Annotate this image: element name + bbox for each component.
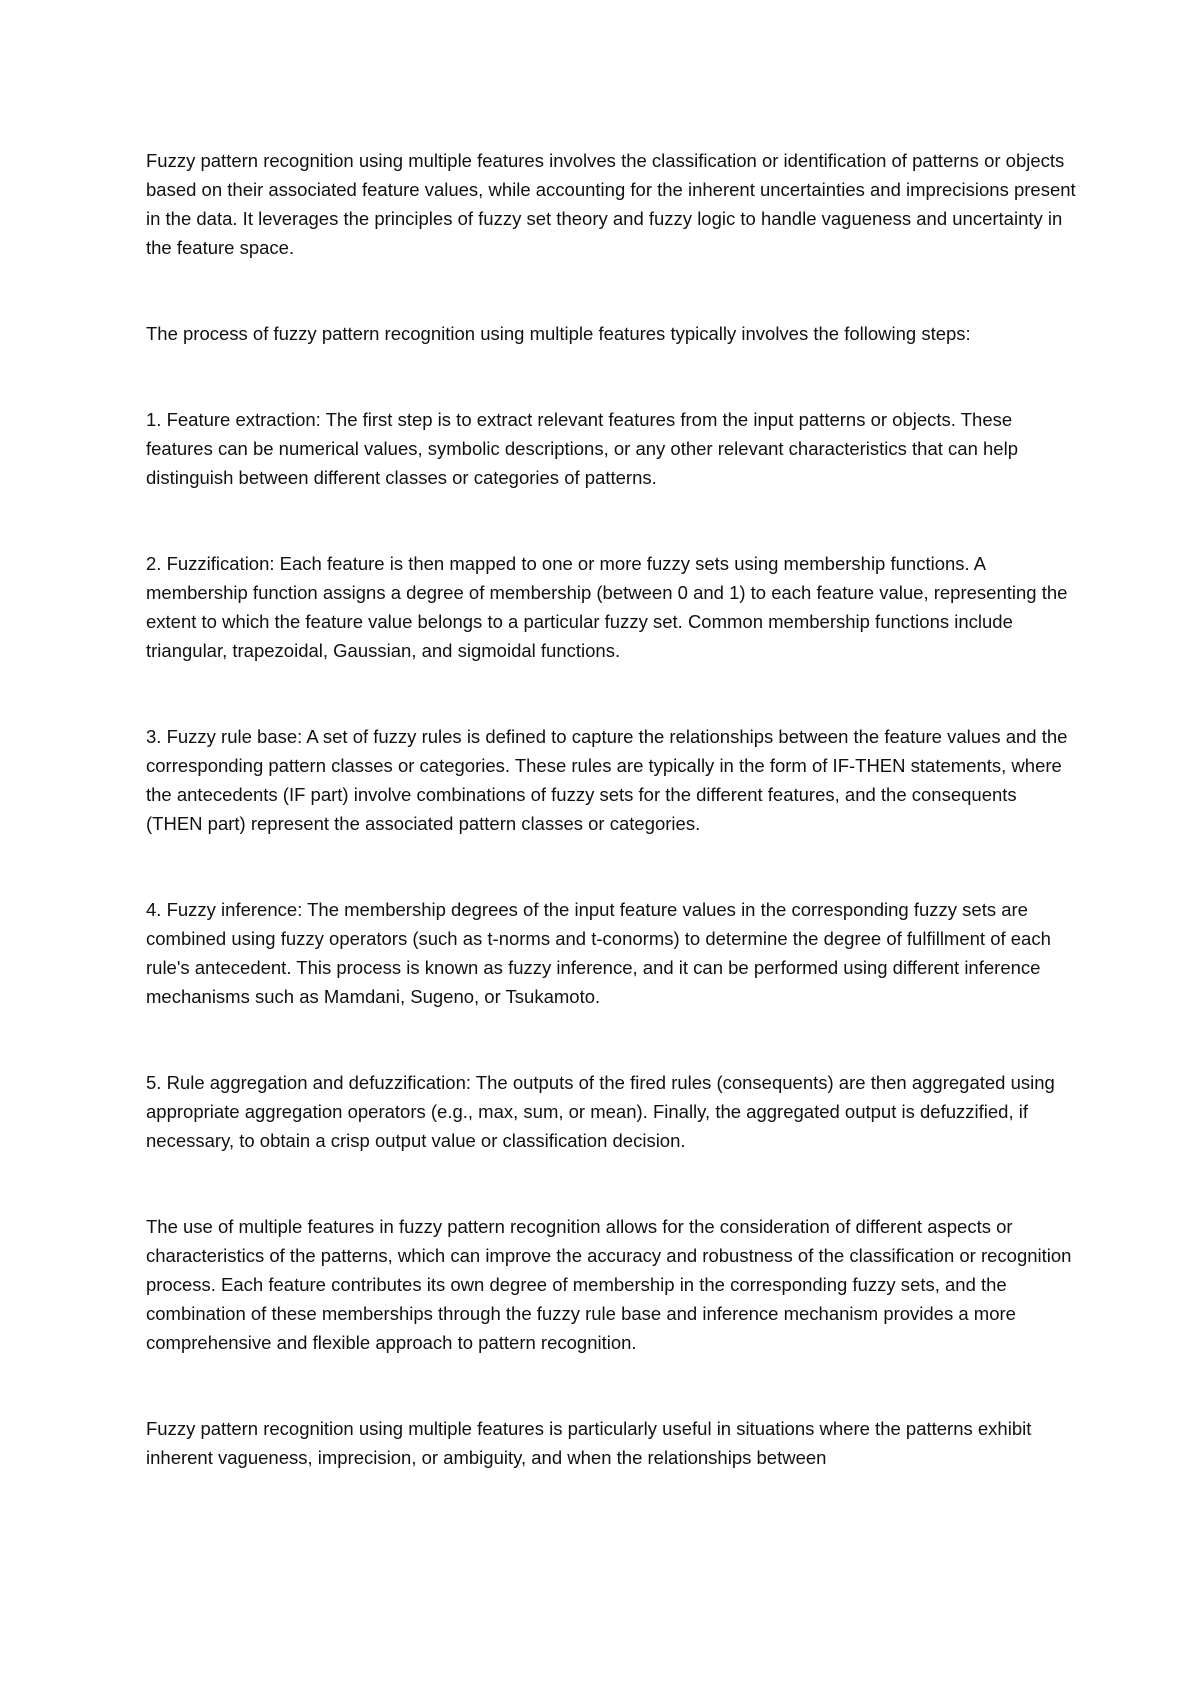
- paragraph-step-feature-extraction: 1. Feature extraction: The first step is to extract relevant features from the input patterns or objects. These features can be numerical values, symbolic descriptions, or any other relevant characteristics that can help distinguish between different classes or categories of patterns.: [146, 409, 1018, 488]
- paragraph-step-aggregation-defuzzification: 5. Rule aggregation and defuzzification: The outputs of the fired rules (consequents) are then aggregated using appropriate aggregation operators (e.g., max, sum, or mean). Finally, the aggregated output is defuzzified, if necessary, to obtain a crisp output value or classification decision.: [146, 1072, 1055, 1151]
- paragraph-step-fuzzy-inference: 4. Fuzzy inference: The membership degrees of the input feature values in the corresponding fuzzy sets are combined using fuzzy operators (such as t-norms and t-conorms) to determine the degree of fulfillment of each rule's antecedent. This process is known as fuzzy inference, and it can be performed using different inference mechanisms such as Mamdani, Sugeno, or Tsukamoto.: [146, 899, 1051, 1007]
- paragraph-usefulness: Fuzzy pattern recognition using multiple features is particularly useful in situations where the patterns exhibit inherent vagueness, imprecision, or ambiguity, and when the relationships between: [146, 1418, 1032, 1468]
- paragraph-intro: Fuzzy pattern recognition using multiple features involves the classification or identification of patterns or objects based on their associated feature values, while accounting for the inherent uncertainties and imprecisions present in the data. It leverages the principles of fuzzy set theory and fuzzy logic to handle vagueness and uncertainty in the feature space.: [146, 150, 1076, 258]
- paragraph-process-overview: The process of fuzzy pattern recognition using multiple features typically involves the following steps:: [146, 323, 971, 344]
- paragraph-step-fuzzy-rule-base: 3. Fuzzy rule base: A set of fuzzy rules is defined to capture the relationships between the feature values and the corresponding pattern classes or categories. These rules are typically in the form of IF-THEN statements, where the antecedents (IF part) involve combinations of fuzzy sets for the different features, and the consequents (THEN part) represent the associated pattern classes or categories.: [146, 726, 1068, 834]
- paragraph-step-fuzzification: 2. Fuzzification: Each feature is then mapped to one or more fuzzy sets using membership functions. A membership function assigns a degree of membership (between 0 and 1) to each feature value, representing the extent to which the feature value belongs to a particular fuzzy set. Common membership functions include triangular, trapezoidal, Gaussian, and sigmoidal functions.: [146, 553, 1068, 661]
- document-body: [146, 146, 1076, 1472]
- paragraph-multiple-features-benefit: The use of multiple features in fuzzy pattern recognition allows for the consideration of different aspects or characteristics of the patterns, which can improve the accuracy and robustness of the classification or recognition process. Each feature contributes its own degree of membership in the corresponding fuzzy sets, and the combination of these memberships through the fuzzy rule base and inference mechanism provides a more comprehensive and flexible approach to pattern recognition.: [146, 1216, 1072, 1353]
